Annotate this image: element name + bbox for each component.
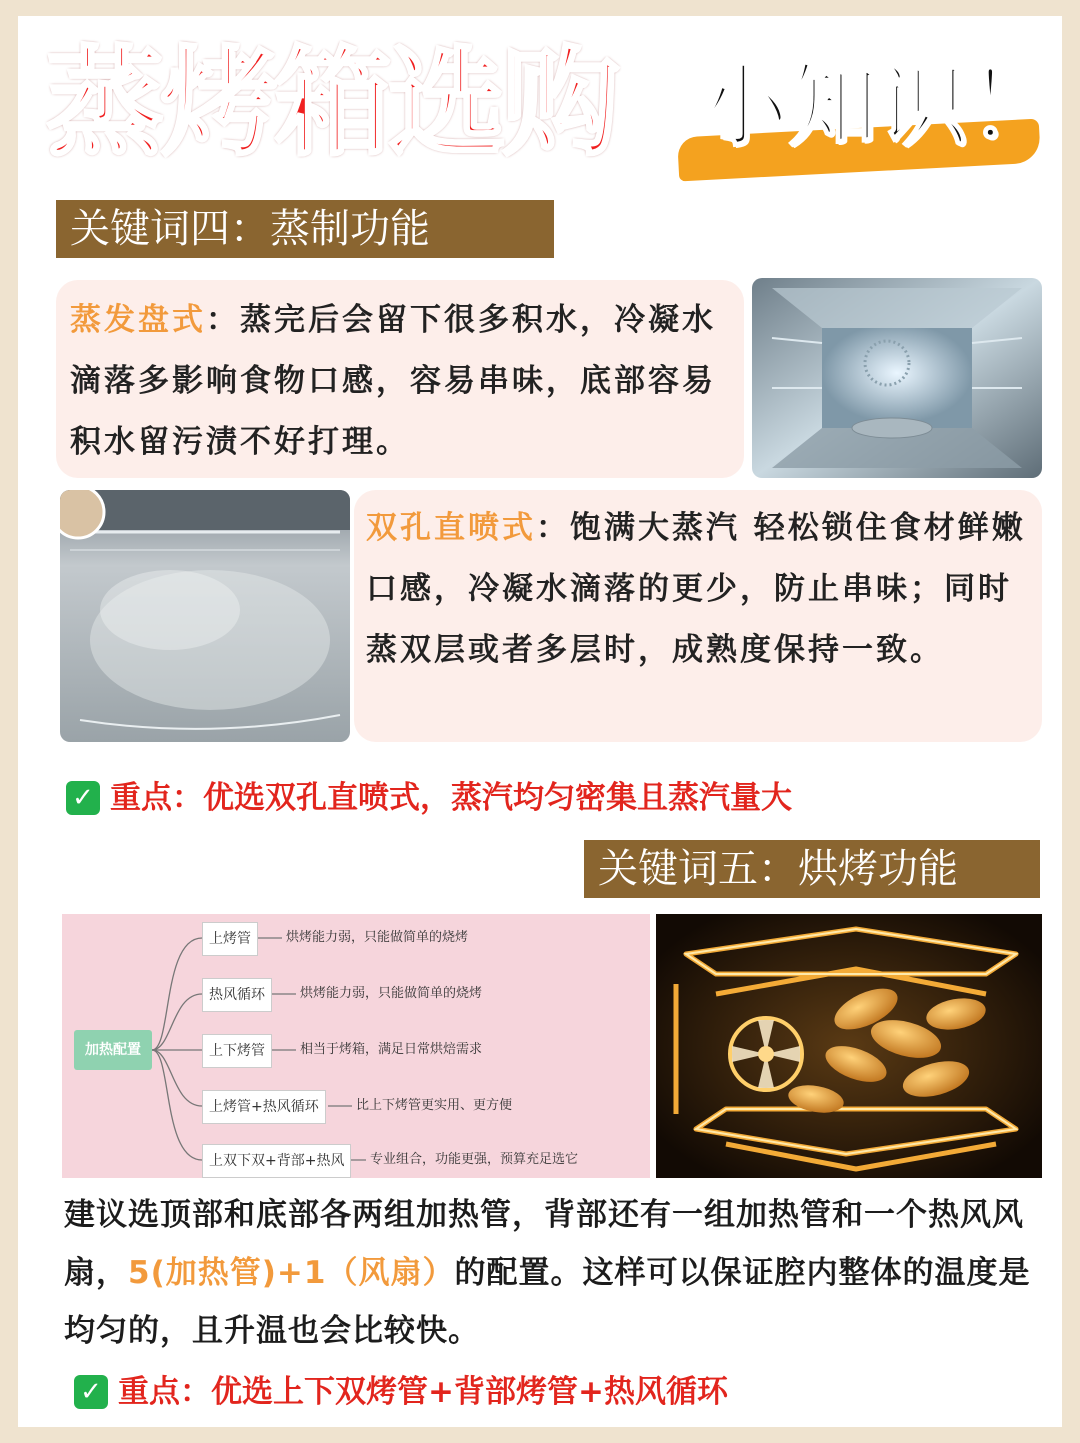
mindmap-desc-top-tube: 烘烤能力弱，只能做简单的烧烤	[286, 930, 469, 945]
keypoint-bake	[74, 1370, 728, 1414]
evap-tray-text-box	[56, 280, 744, 478]
evap-tray-keyword: 蒸发盘式	[70, 302, 206, 338]
mindmap-node-top-tube: 上烤管	[202, 922, 258, 956]
heating-tube-illustration	[656, 914, 1042, 1178]
keypoint-steam-text: 重点：优选双孔直喷式，蒸汽均匀密集且蒸汽量大	[110, 780, 792, 816]
page-subtitle: 小知识！	[698, 54, 1058, 159]
mindmap-node-top-plus-air: 上烤管+热风循环	[202, 1090, 326, 1124]
mindmap-node-upper-lower: 上下烤管	[202, 1034, 272, 1068]
paragraph-highlight: 5(加热管)+1（风扇）	[128, 1255, 455, 1291]
mindmap-desc-upper-lower: 相当于烤箱，满足日常烘焙需求	[300, 1042, 483, 1057]
mindmap-desc-hot-air: 烘烤能力弱，只能做简单的烧烤	[300, 986, 483, 1001]
keypoint-bake-text: 重点：优选上下双烤管+背部烤管+热风循环	[118, 1374, 728, 1410]
evap-tray-description: ：蒸完后会留下很多积水，冷凝水滴落多影响食物口感，容易串味，底部容易积水留污渍不好打理。	[70, 302, 716, 460]
keypoint-steam	[66, 776, 792, 820]
heating-recommendation-paragraph	[64, 1186, 1044, 1360]
oven-interior-photo	[752, 278, 1042, 478]
mindmap-desc-top-plus-air: 比上下烤管更实用、更方便	[356, 1098, 513, 1113]
mindmap-node-hot-air: 热风循环	[202, 978, 272, 1012]
mindmap-node-full-combo: 上双下双+背部+热风	[202, 1144, 351, 1178]
mindmap-root-node: 加热配置	[74, 1030, 152, 1070]
paragraph-part2: 的配置。这样可以保证腔内整体的温度是均匀的，且升温也会比较快。	[64, 1255, 1031, 1349]
dual-spray-keyword: 双孔直喷式	[366, 510, 536, 546]
paragraph-part1: 建议选顶部和底部各两组加热管，背部还有一组加热管和一个热风风扇，	[64, 1197, 1024, 1291]
mindmap-desc-full-combo: 专业组合，功能更强，预算充足选它	[370, 1152, 579, 1167]
page-title: 蒸烤箱选购	[46, 34, 617, 172]
dual-spray-description: ：饱满大蒸汽 轻松锁住食材鲜嫩口感，冷凝水滴落的更少，防止串味；同时蒸双层或者多层时，成熟度保持一致。	[366, 510, 1026, 668]
dual-spray-text-box	[354, 490, 1042, 742]
section-header-steam: 关键词四：蒸制功能	[56, 200, 554, 258]
check-mark-icon: ✓	[66, 781, 100, 815]
heating-config-mindmap	[62, 914, 650, 1178]
steam-cavity-photo	[60, 490, 350, 742]
check-mark-icon: ✓	[74, 1375, 108, 1409]
section-header-bake: 关键词五：烘烤功能	[584, 840, 1040, 898]
